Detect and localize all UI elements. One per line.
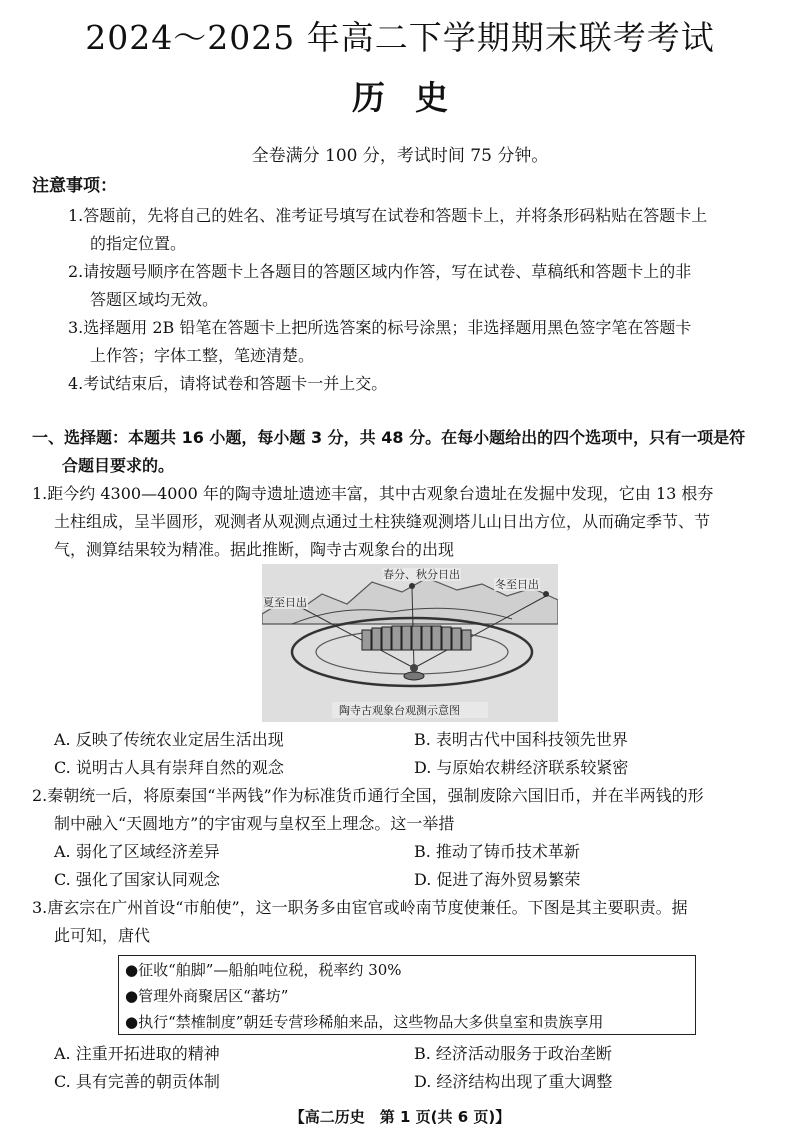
question-1-stem (32, 480, 772, 564)
page-footer: 【高二历史 第 1 页(共 6 页)】 (289, 1108, 511, 1126)
q1-option-c[interactable]: C. 说明古人具有崇拜自然的观念 (54, 758, 284, 777)
notes-list (68, 202, 768, 398)
label-equinox: 春分、秋分日出 (383, 568, 460, 581)
q2-line: 2.秦朝统一后，将原秦国“半两钱”作为标准货币通行全国，强制废除六国旧币，并在半两钱的形 (32, 786, 704, 805)
q1-options (54, 726, 774, 782)
q1-option-d[interactable]: D. 与原始农耕经济联系较紧密 (414, 758, 629, 777)
q2-option-d[interactable]: D. 促进了海外贸易繁荣 (414, 870, 581, 889)
score-line: 全卷满分 100 分，考试时间 75 分钟。 (251, 146, 549, 166)
q3-option-c[interactable]: C. 具有完善的朝贡体制 (54, 1072, 220, 1091)
note-item: 2.请按题号顺序在答题卡上各题目的答题区域内作答，写在试卷、草稿纸和答题卡上的非 (68, 262, 692, 281)
figure-caption: 陶寺古观象台观测示意图 (339, 704, 460, 717)
q3-line: 3.唐玄宗在广州首设“市舶使”，这一职务多由宦官或岭南节度使兼任。下图是其主要职责。据 (32, 898, 688, 917)
q2-option-b[interactable]: B. 推动了铸币技术革新 (414, 842, 580, 861)
q3-option-b[interactable]: B. 经济活动服务于政治垄断 (414, 1044, 612, 1063)
section-heading-line2: 合题目要求的。 (62, 456, 175, 475)
section-heading (32, 424, 772, 480)
q3-options (54, 1040, 774, 1096)
notes-heading: 注意事项： (32, 176, 117, 196)
note-item: 4.考试结束后，请将试卷和答题卡一并上交。 (68, 374, 388, 393)
question-3-stem (32, 894, 772, 950)
duty-item: ●征收“舶脚”—船舶吨位税，税率约 30% (125, 961, 402, 979)
note-item: 1.答题前，先将自己的姓名、准考证号填写在试卷和答题卡上，并将条形码粘贴在答题卡上 (68, 206, 708, 225)
label-summer-solstice: 夏至日出 (263, 596, 307, 609)
note-item-cont: 的指定位置。 (90, 234, 187, 253)
duty-item: ●执行“禁榷制度”朝廷专营珍稀舶来品，这些物品大多供皇室和贵族享用 (125, 1013, 604, 1031)
q3-option-a[interactable]: A. 注重开拓进取的精神 (54, 1044, 220, 1063)
duties-box (118, 955, 696, 1035)
q2-option-c[interactable]: C. 强化了国家认同观念 (54, 870, 220, 889)
subject-title: 历史 (352, 78, 478, 117)
question-2-stem (32, 782, 772, 838)
q2-options (54, 838, 774, 894)
duty-item: ●管理外商聚居区“蕃坊” (125, 987, 289, 1005)
section-heading-line1: 一、选择题：本题共 16 小题，每小题 3 分，共 48 分。在每小题给出的四个选项中，只有一项是符 (32, 428, 746, 447)
q3-option-d[interactable]: D. 经济结构出现了重大调整 (414, 1072, 613, 1091)
note-item: 3.选择题用 2B 铅笔在答题卡上把所选答案的标号涂黑；非选择题用黑色签字笔在答题卡 (68, 318, 692, 337)
q1-line: 1.距今约 4300—4000 年的陶寺遗址遗迹丰富，其中古观象台遗址在发掘中发现，它由 13 根夯 (32, 484, 714, 503)
label-winter-solstice: 冬至日出 (495, 578, 539, 591)
observatory-figure (262, 564, 558, 722)
q3-line: 此可知，唐代 (54, 926, 151, 945)
q1-option-b[interactable]: B. 表明古代中国科技领先世界 (414, 730, 628, 749)
note-item-cont: 答题区域均无效。 (90, 290, 219, 309)
q2-line: 制中融入“天圆地方”的宇宙观与皇权至上理念。这一举措 (54, 814, 455, 833)
q1-line: 土柱组成，呈半圆形，观测者从观测点通过土柱狭缝观测塔儿山日出方位，从而确定季节、节 (54, 512, 711, 531)
q1-line: 气，测算结果较为精准。据此推断，陶寺古观象台的出现 (54, 540, 455, 559)
note-item-cont: 上作答；字体工整，笔迹清楚。 (90, 346, 315, 365)
q1-option-a[interactable]: A. 反映了传统农业定居生活出现 (54, 730, 284, 749)
exam-title: 2024～2025 年高二下学期期末联考考试 (85, 18, 715, 57)
q2-option-a[interactable]: A. 弱化了区域经济差异 (54, 842, 220, 861)
